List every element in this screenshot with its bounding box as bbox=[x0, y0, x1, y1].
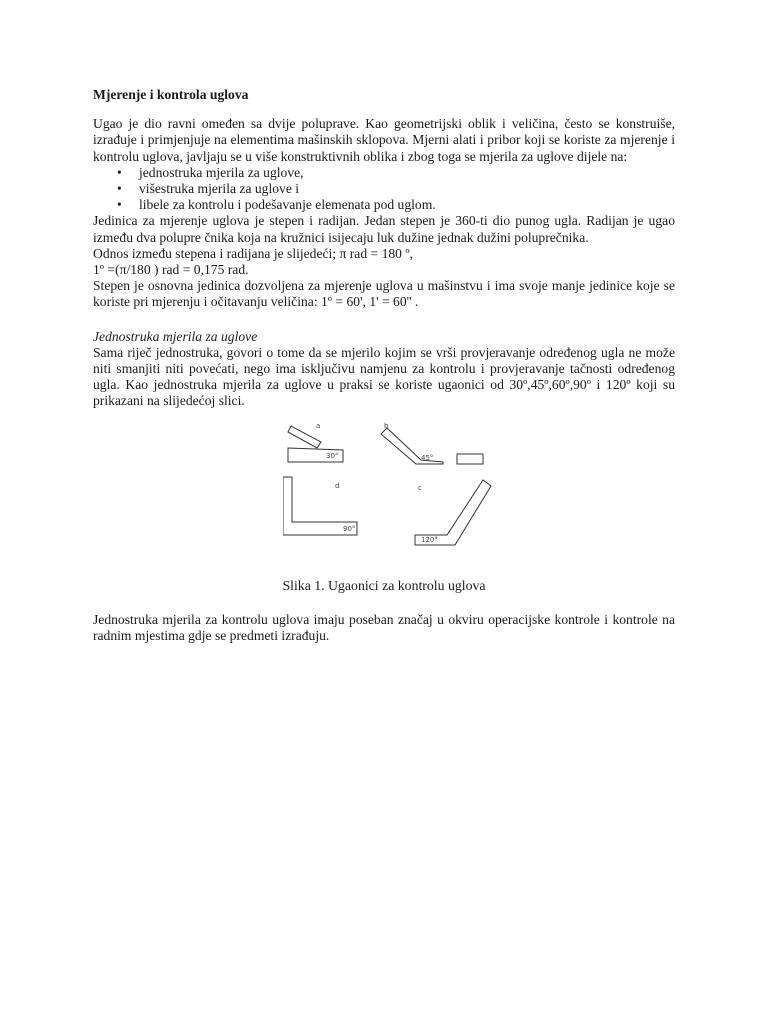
document-body bbox=[93, 87, 675, 644]
angle-gauges-figure bbox=[93, 420, 675, 568]
label-b: b bbox=[384, 421, 389, 430]
gauge-45-body bbox=[381, 428, 443, 464]
label-d: d bbox=[335, 481, 340, 490]
angle-30-label: 30° bbox=[326, 451, 339, 460]
relation-line-2: 1º =(π/180 ) rad = 0,175 rad. bbox=[93, 262, 249, 278]
unit-definition-paragraph: Jedinica za mjerenje uglova je stepen i radijan. Jedan stepen je 360-ti dio punog ugla. Radijan je ugao između dva polupre čnika koja na kružnici isijecaju luk dužine jednak dužini poluprečnika. bbox=[93, 213, 675, 245]
jednostruka-paragraph: Sama riječ jednostruka, govori o tome da se mjerilo kojim se vrši provjeravanje određenog ugla ne može niti smanjiti niti povećati, nego ima isključivu namjenu za kontrolu i provjeravanje tačnosti određenog ugla. Kao jednostruka mjerila za uglove u praksi se koriste ugaonici od 30º,45º,60º,90º i 120º koji su prikazani na slijedećoj slici. bbox=[93, 344, 675, 409]
section-subheading: Jednostruka mjerila za uglove bbox=[93, 328, 258, 344]
relation-line-1: Odnos između stepena i radijana je slijedeći; π rad = 180 º, bbox=[93, 245, 413, 261]
list-item: • jednostruka mjerila za uglove, bbox=[139, 165, 675, 181]
label-c: c bbox=[418, 483, 422, 492]
list-item: • libele za kontrolu i podešavanje elemenata pod uglom. bbox=[139, 197, 675, 213]
figure-caption: Slika 1. Ugaonici za kontrolu uglova bbox=[282, 577, 486, 593]
measure-types-list bbox=[93, 165, 675, 214]
angle-120-label: 120° bbox=[421, 535, 438, 544]
label-a: a bbox=[316, 421, 321, 430]
list-item: • višestruka mjerila za uglove i bbox=[139, 181, 675, 197]
gauge-45-piece bbox=[457, 454, 483, 464]
document-title: Mjerenje i kontrola uglova bbox=[93, 87, 249, 102]
angle-gauges-drawing bbox=[283, 420, 493, 568]
stepen-paragraph: Stepen je osnovna jedinica dozvoljena za mjerenje uglova u mašinstvu i ima svoje manje jedinice koje se koriste pri mjerenju i očitavanju veličina: 1º = 60', 1' = 60'' . bbox=[93, 278, 675, 310]
closing-paragraph: Jednostruka mjerila za kontrolu uglova imaju poseban značaj u okviru operacijske kontrole i kontrole na radnim mjestima gdje se predmeti izrađuju. bbox=[93, 611, 675, 644]
angle-90-label: 90° bbox=[343, 524, 356, 533]
intro-paragraph: Ugao je dio ravni omeđen sa dvije poluprave. Kao geometrijski oblik i veličina, često se konstruiše, izrađuje i primjenjuje na elementima mašinskih sklopova. Mjerni alati i pribor koji se koriste za mjerenje i kontrolu uglova, javljaju se u više konstruktivnih oblika i zbog toga se mjerila za uglove dijele na: bbox=[93, 116, 675, 164]
angle-45-label: 45° bbox=[421, 453, 434, 462]
